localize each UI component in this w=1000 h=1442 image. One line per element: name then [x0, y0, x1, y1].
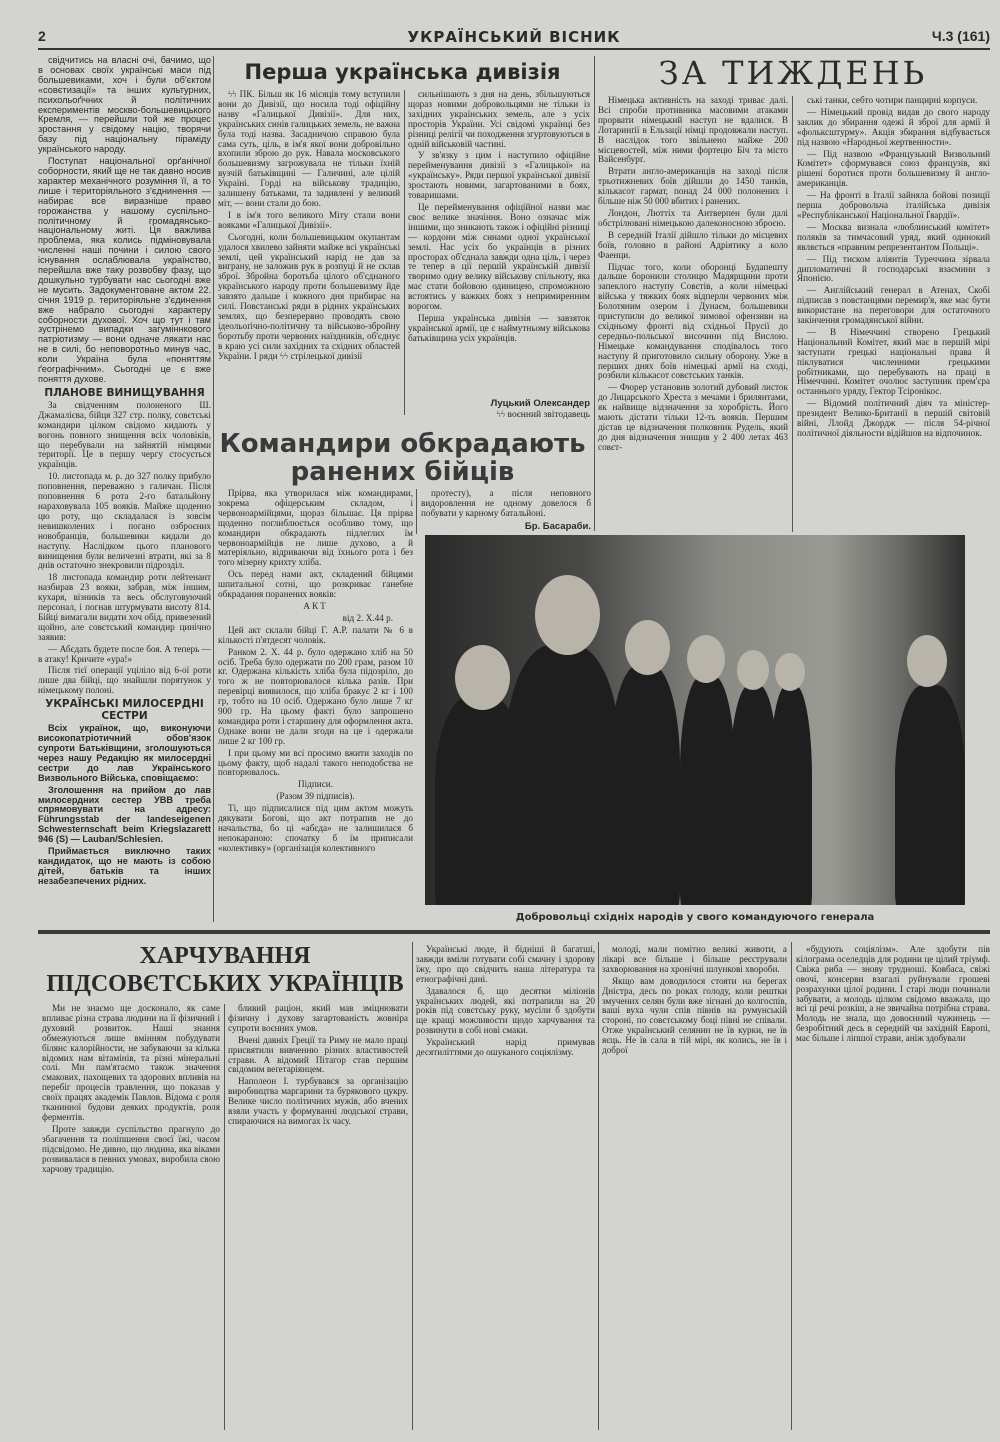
nurses-title: УКРАЇНСЬКІ МИЛОСЕРДНІ СЕСТРИ — [45, 698, 204, 723]
paragraph: Ранком 2. Х. 44 р. було одержано хліб на 50 осіб. Треба було одержати по 200 грам, разом 10 кг. Одержана кількість хліба була підозріло, до того ж не повторювалося кілька разів. При перевірці виявилося, що хліба бракує 2 кг і 100 гр, тобто на 10 осіб. Одержано було лише 7 кг 900 гр. На цьому факті було запрошено командира роти і старшину для оформлення акта. Однаке вони не дали згоди на це і одержали лише 2 кг 100 гр. — [218, 646, 413, 746]
food-headline-line2: ПІДСОВЄТСЬКИХ УКРАЇНЦІВ — [46, 971, 404, 997]
food-headline — [40, 942, 410, 998]
paragraph: Зголошення на прийом до лав милосердних сестер УВВ треба спрямовувати на адресу: Führungsstab der landeseigenen Schwesternschaft beim Kriegslazarett 946 (S) — Lauban/Schlesien. — [38, 784, 211, 845]
column-divider — [594, 56, 595, 531]
act-signed: Підписи. — [298, 779, 333, 790]
paragraph: Якщо вам доводилося стояти на берегах Дністра, десь по роках голоду, коли рештки змучених селян були вже зігнані до колгоспів, ваші вуха чули спів півнів на румунській стороні, по совєтському боці півні не співали. Отже український селянин не їв курки, не їв яєць. Не їв сала в тій мірі, як колись, не їв і доброї — [602, 975, 787, 1056]
issue-number: Ч.3 (161) — [931, 28, 990, 44]
paragraph: протесту), а після неповного видоровлення не одному довелося б побувати у карному батальйоні. — [421, 489, 591, 518]
newspaper-title: УКРАЇНСЬКИЙ ВІСНИК — [407, 28, 621, 46]
column-divider — [416, 489, 417, 534]
food-col2 — [228, 1004, 408, 1430]
paragraph: свідчитись на власні очі, бачимо, що в основах своїх українські маси під большевиками, хоч і були об'єктом «совєтизації» та інших культурних, психольоґічних й політичних експериментів москво-большевицького Кремля, — перейшли той же процес зростання у свідому націю, творячи базу під національну піраміду українського народу. — [38, 56, 211, 155]
act-date: від 2. Х.44 р. — [342, 612, 393, 623]
paragraph: сильнішають з дня на день, збільшуються щораз новими добровольцями не тільки із західних українських земель, але з усіх просторів України. Усі свідомі українці без різниці релігії чи походження згуртовуються в одній військовій частині. — [408, 90, 590, 149]
paragraph: Ті, що підписалися під цим актом можуть дякувати Богові, що акт потрапив не до начальства, бо ці «абєда» не залишилася б непокараною: спочатку б їм приписали «колективку» (організація колективного — [218, 803, 413, 853]
column-divider — [213, 56, 214, 922]
section-divider — [38, 930, 990, 934]
paragraph: — Фюрер установив золотий дубовий листок до Лицарського Хреста з мечами і брилянтами, як найвище відзначення за хоробрість. Його мають дістати тільки 12-ть вояків. Першим дістав це відзначення полковник Рудель, який до дня відзначення знищив у 2 400 летах 463 совєт- — [598, 382, 788, 452]
paragraph: Перша українська дивізія — завзяток української армії, це є наймутньому військова батьківщина усіх українців. — [408, 312, 590, 343]
paragraph: Наполеон І. турбувався за організацію виробництва маргарини та бурякового цукру. Велике число політичних мужів, або вчених взяли участь у формуванні людської страви, спираючися на вимогах їх часу. — [228, 1076, 408, 1126]
paragraph: молоді, мали помітно великі животи, а лікарі все більше і більше реєстрували захворювання на хронічні шлункові хвороби. — [602, 945, 787, 974]
paragraph: Український нарід примував десятиліттями до ошуканого соціялізму. — [416, 1037, 595, 1058]
food-col3 — [416, 945, 595, 1430]
paragraph: ські танки, себто чотири панцирні корпуси. — [807, 96, 978, 105]
week-col2 — [797, 96, 990, 532]
paragraph: Лондон, Люттіх та Антверпен були далі обстрілювані німецькою далеконосною зброєю. — [598, 207, 788, 228]
division-signature-name: Луцький Олександер — [490, 398, 590, 409]
paragraph: 10. листопада м. р. до 327 полку прибуло поповнення, переважно з галичан. Після поповнення 6 рота 2-го батальйону нараховувала 105 вояків. Майже щоденно цю роту, що складалася із зовсім невишколених і погано озброєних новобранців, большевики кидали до наступу. Наслідком цього планового винищення були величезні втрати, які за 8 днів остаточно знекровили підрозділ. — [38, 471, 211, 571]
paragraph: — В Німеччині створено Грецький Національний Комітет, який має в першій мірі заступати грецькі національні права й піклуватися численними грецькими робітниками, що перебувають на праці в Німеччині. Комітет очолює заступник прем'єра останнього уряду, Гектор Тсіронікос. — [797, 326, 990, 397]
commanders-headline-line1: Командири обкрадають — [219, 429, 586, 459]
paragraph: — Під назвою «Французький Визвольний Комітет» сформувався союз французів, які рішені боротися проти большевизму й англо-американців. — [797, 148, 990, 189]
column-divider — [791, 942, 792, 1430]
paragraph: Втрати англо-американців на заході після трьотижневих боїв дійшли до 1450 танків, кількасот гармат, понад 24 000 полонених і більше ніж 50 000 вбитих і ранених. — [598, 166, 788, 207]
paragraph: — На фронті в Італії зайняла бойові позиції перша добровольча італійська дивізія «Республіканської Національної Ґвардії». — [797, 190, 990, 220]
paragraph: ϟϟ ПК. Більш як 16 місяців тому вступили вони до Дивізії, що носила тоді офіційну назву «Галицької Дивізії». Для них, українських синів галицьких земель, не важна була тоді назва. Засадничою справою була сама суть, ціль, в ім'я якої вони добровільно вхопили зброю до рук. Навала московського большевизму загрожувала не тільки їхній вузчій батьківщині — Галичині, але цілій Україні. Горді на військову традицію, залишену батьками, та задивлені у великий міт, — вони стали до бою. — [218, 90, 400, 208]
paragraph: «будують соціялізм». Але здобути пів кілограма оселедців для родини це цілий тріумф. Свіжа риба — знову трудноші. Ковбаса, свіжі овочі, консерви взагалі руйнували грошеві розрахунки цілої родини. І старі люди починали забувати, а молодь цілком свідомо вважала, що всі ці речі розкіш, а не звичайна потрібна страва. Молодь не знала, що довоєнний чужинець — безробітний десь в середній чи західній Европі, має більше і ліпшої страви, аніж здобували — [796, 945, 990, 1044]
paragraph: 18 листопада командир роти лейтенант назбирав 23 вояки, забрав, між іншим, кухаря, візників та весь обслуговуючий персонал, і погнав штурмувати висоту 814. Бійці вимагали видати хоч обід, привезений щойно, але совєтський командир цинічно заявив: — [38, 572, 211, 642]
food-col4 — [602, 945, 787, 1430]
paragraph: Здавалося б, що десятки міліонів українських людей, які потрапили на 20 років під совєтську руку, мусіли б здобути ще кращі можливости щодо харчування та розвинути в собі нові смаки. — [416, 985, 595, 1036]
paragraph: Проте завжди суспільство прагнуло до збагачення та поліпшення своєї їжі, часом підсвідомо. Не дивно, що людина, яка віками розвивалася в певних умовах, виробила свою харчову традицію. — [42, 1123, 220, 1174]
nurses-article — [38, 724, 211, 887]
paragraph: — Відомий політичний діяч та міністер-президент Велико-Британії в першій світовій війні, Ллойд Джордж — після 54-річної політичної діяльности відійшов на відпочинок. — [797, 398, 990, 438]
commanders-col2 — [421, 489, 591, 521]
paragraph: В середній Італії дійшло тільки до місцевих боїв, головно в районі Адріятику а коло Фаенци. — [598, 229, 788, 260]
paragraph: — Під тиском аліянтів Туреччина зірвала дипломатичні й господарські взаємини з Японією. — [797, 253, 990, 284]
commanders-closing — [218, 804, 413, 854]
column-divider — [792, 96, 793, 532]
column-divider — [404, 90, 405, 415]
page-number: 2 — [38, 28, 46, 44]
column-divider — [412, 942, 413, 1430]
food-col1 — [42, 1004, 220, 1430]
paragraph: Приймається виключно таких кандидаток, що не мають із собою дітей, батьків та інших незабезпечених рідних. — [38, 846, 211, 886]
column-divider — [598, 942, 599, 1430]
paragraph: Ось перед нами акт, складений бійцями шпитальної сотні, що розкриває ганебне обкрадання поранених вояків: — [218, 569, 413, 600]
paragraph: У зв'язку з цим і наступило офіційне перейменування дивізії з «Галицької» на «українську». Ряди першої української дивізії зростають новими, загартованими в боях, товаришами. — [408, 150, 590, 201]
masthead — [38, 28, 990, 50]
paragraph: Сьогодні, коли большевицьким окупантам удалося хвилево зайняти майже всі українські землі, цей український нарід не дав за виграну, не заложив рук в розпуці й не склав зброї. Збройна боротьба цілого об'єднаного українського народу проти большевизму йде завзято дальше і кожного дня прибирає на силі. Повстанські ряди в рідних українських землях, що безперервно проводять свою ідеольоґічно-політичну та військово-збройну боротьбу проти червоних наїздників, об'єднує в краю усі сили західних та східних областей України. І ряди ϟϟ стрілецької дивізії — [218, 231, 400, 361]
paragraph: Підчас того, коли оборонці Будапешту дальше боронили столицю Мадярщини проти запеклого наступу Совєтів, а коли німецькі війська у тяжких боях відперли червоних між Болотяним озером і Дунаєм, большевики приступили до великої зимової офензиви на східньому фронті від східньої Прусії до середньо-польської височини під Вислою. Німецьке командування сподівалось того наступу й приготовило сильну оборону. Уже в перших днях боїв німецькі армії на сході, розбили кількасот совєтських танків. — [598, 261, 788, 381]
paragraph: — Німецький провід видав до свого народу заклик до збирання одежі й зброї для армії й «фольксштурму». Акція збирання відбувається під назвою «Народньої жертвенности». — [797, 106, 990, 147]
photo-soldiers-and-general — [425, 535, 965, 905]
paragraph: Прірва, яка утворилася між командирами, зокрема офіцерським складом, і червоноармійцями, щораз більшає. Ця прірва щоденно поглиблюється особливо тому, що командири обкрадають підлеглих їм червоноармійців не лише духово, а й матеріяльно, відриваючи від їхнього рота і без того мізерну крихту хліба. — [218, 489, 413, 568]
planned-article — [38, 401, 211, 696]
paragraph: — Абєдать будете после боя. А теперь — в атаку! Кричите «ура!» — [38, 643, 211, 664]
act-title: АКТ — [303, 600, 328, 611]
commanders-headline-line2: ранених бійців — [290, 457, 515, 487]
planned-title: ПЛАНОВЕ ВИНИЩУВАННЯ — [44, 386, 205, 399]
paragraph: За свідченням полоненого Ш. Джамалієва, бійця 327 стр. полку, совєтські командири цілком свідомо кидають у вогонь повного знищення всіх чоловіків, що перебували на зайнятій німцями території. Це в першу чергу стосується українців. — [38, 399, 211, 470]
paragraph: Це перейменування офіційної назви має своє велике значіння. Воно означає між іншими, що зникають також і офіційні різниці — кордони між синами одної української землі. Нас усіх бо українців в різних просторах об'єднала завжди одна ціль, і через те тепер в ції першій українській дивізії творимо одну велику військову спільноту, яка має стати бойовою одиницею, спроможною встоятись у важких боях з непримиренним ворогом. — [408, 201, 590, 312]
paragraph: — Англійський генерал в Атенах, Скобі підписав з повстанцями перемир'я, яке має бути використане на переговори для остаточного закінчення громадянської війни. — [797, 285, 990, 326]
paragraph: Цей акт склали бійці Г. А.Р. палати № 6 в кількості п'ятдесят чоловік. — [218, 624, 413, 645]
paragraph: Українські люде, й бідніші й багатші, завжди вміли готувати собі смачну і здорову їжу, про що свідчить наша література та етнографічні дані. — [416, 945, 595, 984]
food-headline-line1: ХАРЧУВАННЯ — [139, 943, 311, 969]
paragraph: Ми не знаємо ще досконало, як саме впливає різна страва людини на її фізичний і духовий розвиток. Наші знання обмежуються лише вмінням побудувати білянс калорійности, не забуваючи за кілька відомих нам вітамінів, та різні мінеральні солі. Ми пам'ятаємо також значення смакових, пахощевих та здорових впливів на перебіг процесів травлення, що показав у своїх працях академік Павлов. Відома є роля тканинної будови деяких продуктів, роля ферментів. — [42, 1004, 220, 1122]
division-signature-role: ϟϟ воєнний звітодавець — [496, 410, 590, 420]
week-col1 — [598, 96, 788, 532]
commanders-intro — [218, 489, 413, 600]
paragraph: Поступат національної орґанічної соборности, який ще не так давно носив характер механічного розуміння її, а то лише і територіяльного з'єднинення — набирає все виразніше право горожанства у нашому суспільно-політичному й громадянсько-національному житі. Ця важлива проблема, яка колись підміновувала численні наші почини і силою свого існування ослаблювала українство, перейшла вже таку розвобву фазу, що дошкульно турбувати нас сьогодні вже не мусить. Задокументоване актом 22. січня 1919 р. територіяльне з'єдинення вже набрало сьогодні характеру соборности духової. Хоч що тут і там зустрінемо випадки загуміннкового патріотизму — вони одначе лякати нас не в силі, бо неповоротньо минув час, коли Україна була «поняттям ґеографічним». Сьогодні це є вже поняття духове. — [38, 156, 211, 384]
act-body — [218, 626, 413, 779]
photo-caption: Добровольці східніх народів у свого командуючого генерала — [515, 912, 875, 923]
division-col1 — [218, 90, 400, 415]
paragraph: Вчені давніх Греції та Риму не мало праці присвятили вивченню різних властивостей страви. А відомий Пітагор став першим свідомим веґетаріянцем. — [228, 1034, 408, 1075]
commanders-headline — [215, 430, 590, 486]
act-signed-count: (Разом 39 підписів). — [276, 791, 355, 802]
paragraph: Німецька активність на заході триває далі. Всі спроби противника масовими атаками прорвати німецький наступ не вдалися. В Лотаринґії в Ельзації німці продовжали наступ. В наслідок того звільнено майже 200 місцевостей, між ними фортецю Біч та місто Вайсенбурґ. — [598, 96, 788, 165]
paragraph: І при цьому ми всі просимо вжити заходів по цьому факту, щоб надалі такого неподобства не повторювалось. — [218, 747, 413, 778]
commanders-signature: Бр. Басараби. — [524, 521, 591, 532]
left-column — [38, 56, 211, 924]
paragraph: Всіх українок, що, виконуючи високопатріотичний обов'язок супроти Батьківщини, зголошуються через нашу Редакцію як милосердні сестри до лав Українського Визвольного Війська, сповіщаємо: — [38, 723, 211, 783]
paragraph: Після тієї операції уціліло від 6-ої роти лише два бійці, що знайшли порятунок у німецькому полоні. — [38, 665, 211, 696]
paragraph: — Москва визнала «люблинський комітет» поляків за тимчасовий уряд, який одинокий являється «правним репрезентантом Польщі». — [797, 221, 990, 252]
intro-article — [38, 56, 211, 385]
commanders-col1 — [218, 489, 413, 909]
week-headline: ЗА ТИЖДЕНЬ — [658, 54, 928, 92]
division-headline: Перша українська дивізія — [244, 60, 561, 84]
column-divider — [224, 1004, 225, 1430]
paragraph: І в ім'я того великого Міту стали вони вояками «Галицької Дивізії». — [218, 209, 400, 230]
food-col5 — [796, 945, 990, 1430]
paragraph: бливий раціон, який мав зміцнювати фізичну і духову загартованість жовніра супроти воєнних умов. — [228, 1004, 408, 1033]
division-col2 — [408, 90, 590, 395]
